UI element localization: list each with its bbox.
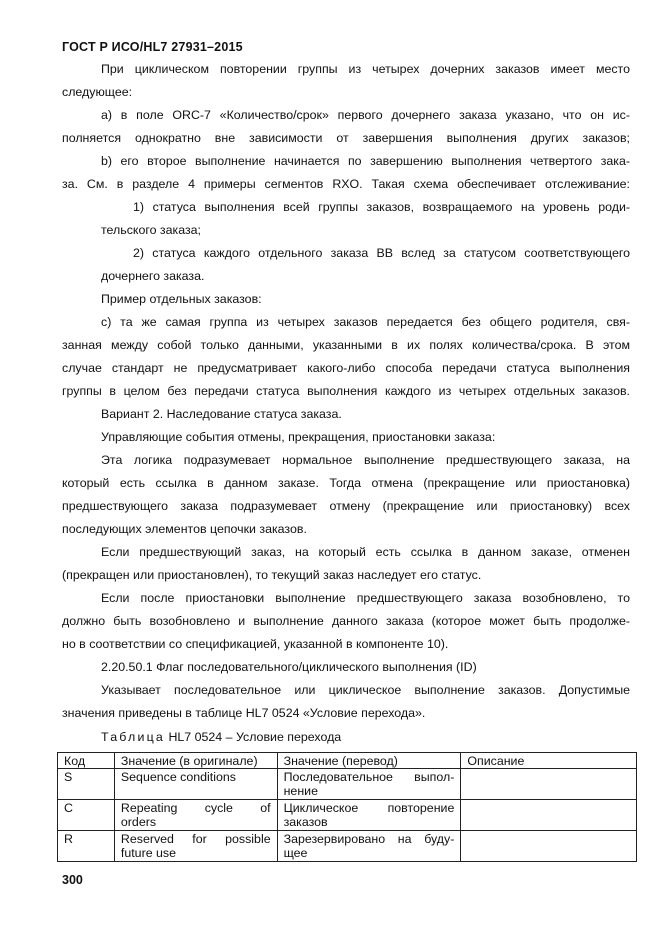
text-line: Указывает последовательное или циклическое выполнение заказов. Допустимые <box>101 683 630 697</box>
table-caption <box>101 730 341 744</box>
text-line: следующее: <box>62 85 133 99</box>
text-line: занная между собой только данными, указанными в их полях количества/срока. В этом <box>62 338 630 352</box>
translation-cell <box>277 831 461 862</box>
page-number: 300 <box>62 873 83 887</box>
text-line: с) та же самая группа из четырех заказов передается без общего родителя, свя- <box>101 315 630 329</box>
original-value-cell <box>114 831 277 862</box>
text-line: значения приведены в таблице HL7 0524 «Условие перехода». <box>62 706 426 720</box>
text-line: 2) статуса каждого отдельного заказа ВВ вслед за статусом соответствующего <box>133 246 630 260</box>
section-heading: 2.20.50.1 Флаг последовательного/циклического выполнения (ID) <box>101 660 477 674</box>
text-line: (прекращен или приостановлен), то текущий заказ наследует его статус. <box>62 568 482 582</box>
translation-cell <box>277 800 461 831</box>
text-line: а) в поле ORC-7 «Количество/срок» первого дочернего заказа указано, что он ис- <box>101 108 630 122</box>
original-value-cell <box>114 800 277 831</box>
text-line: Управляющие события отмены, прекращения, приостановки заказа: <box>101 430 496 444</box>
text-line: но в соответствии со спецификацией, указанной в компоненте 10). <box>62 637 449 651</box>
column-header: Значение (перевод) <box>277 753 461 769</box>
code-cell: S <box>58 769 115 800</box>
text-line: предшествующего заказа подразумевает отмену (прекращение или приостановку) всех <box>62 499 630 513</box>
text-line: случае стандарт не предусматривает какого-либо способа передачи статуса выполнения <box>62 361 630 375</box>
cell-text: Зарезервировано на буду- <box>283 832 455 846</box>
text-line: дочернего заказа. <box>101 269 205 283</box>
cell-text: заказов <box>283 815 328 829</box>
table-row <box>58 831 637 862</box>
description-cell <box>461 800 637 831</box>
text-line: тельского заказа; <box>101 223 201 237</box>
cell-text: orders <box>120 815 157 829</box>
cell-text: Reserved for possible <box>120 832 271 846</box>
cell-text: Sequence conditions <box>120 770 236 784</box>
text-line: должно быть возобновлено и выполнение данного заказа (которое может быть продолже- <box>62 614 630 628</box>
code-cell: R <box>58 831 115 862</box>
text-line: Эта логика подразумевает нормальное выполнение предшествующего заказа, на <box>101 453 630 467</box>
translation-cell <box>277 769 461 800</box>
text-line: Если предшествующий заказ, на который есть ссылка в данном заказе, отменен <box>101 545 630 559</box>
text-line: Пример отдельных заказов: <box>101 292 262 306</box>
page-header: ГОСТ Р ИСО/HL7 27931–2015 <box>62 40 243 54</box>
column-header: Описание <box>461 753 637 769</box>
table-row <box>58 769 637 800</box>
text-line: который есть ссылка в данном заказе. Тогда отмена (прекращение или приостановка) <box>62 476 630 490</box>
description-cell <box>461 769 637 800</box>
description-cell <box>461 831 637 862</box>
text-line: При циклическом повторении группы из четырех дочерних заказов имеет место <box>101 62 630 76</box>
original-value-cell <box>114 769 277 800</box>
text-line: группы в целом без передачи статуса выполнения каждого из четырех отдельных заказов. <box>62 384 630 398</box>
table-caption-label: Таблица <box>101 730 165 744</box>
text-line: за. См. в разделе 4 примеры сегментов RXO. Такая схема обеспечивает отслеживание: <box>62 177 630 191</box>
text-line: Если после приостановки выполнение предшествующего заказа возобновлено, то <box>101 591 630 605</box>
cell-text: щее <box>283 846 308 860</box>
text-line: b) его второе выполнение начинается по завершению выполнения четвертого зака- <box>101 154 630 168</box>
code-cell: C <box>58 800 115 831</box>
cell-text: Циклическое повторение <box>283 801 455 815</box>
column-header: Код <box>58 753 115 769</box>
cell-text: нение <box>283 784 318 798</box>
text-line: 1) статуса выполнения всей группы заказов, возвращаемого на уровень роди- <box>133 200 630 214</box>
cell-text: Repeating cycle of <box>120 801 271 815</box>
cell-text: future use <box>120 846 177 860</box>
table-caption-title: HL7 0524 – Условие перехода <box>168 730 342 744</box>
text-line: полняется однократно вне зависимости от завершения выполнения других заказов; <box>62 131 630 145</box>
text-line: последующих элементов цепочки заказов. <box>62 522 307 536</box>
table-row <box>58 800 637 831</box>
column-header: Значение (в оригинале) <box>114 753 277 769</box>
table-header-row <box>58 753 637 769</box>
cell-text: Последовательное выпол- <box>283 770 455 784</box>
condition-table <box>57 752 637 862</box>
text-line: Вариант 2. Наследование статуса заказа. <box>101 407 342 421</box>
